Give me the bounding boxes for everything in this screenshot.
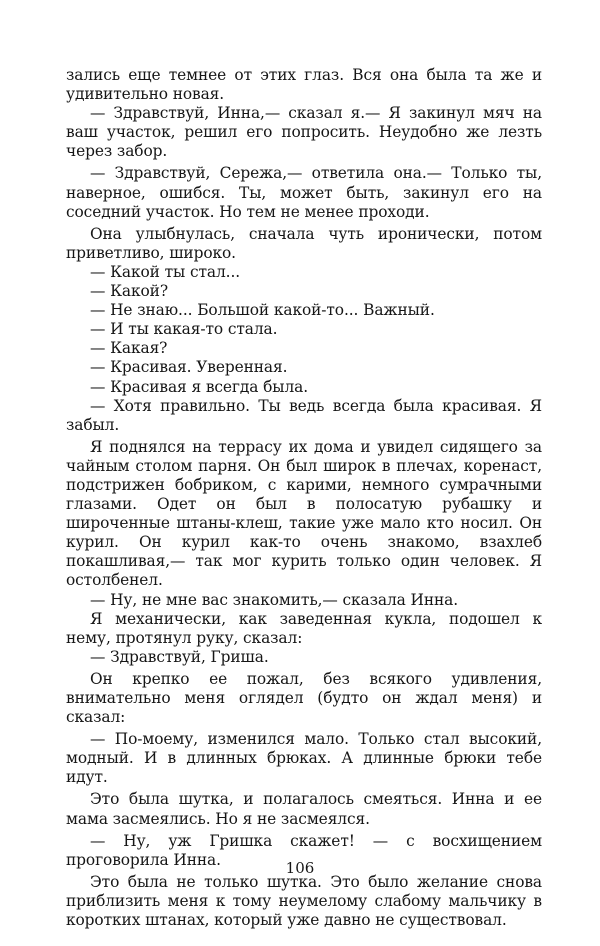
paragraph-16: — Здравствуй, Гриша.: [90, 647, 269, 666]
paragraph-10: — Красивая. Уверенная.: [90, 358, 288, 377]
paragraph-5: — Какой ты стал...: [90, 262, 241, 281]
paragraph-12: — Хотя правильно. Ты ведь всегда была красивая. Я забыл.: [66, 396, 542, 434]
paragraph-19: Это была шутка, и полагалось смеяться. Инна и ее мама засмеялись. Но я не засмеялся.: [66, 790, 542, 828]
page-number: 106: [285, 859, 315, 877]
paragraph-9: — Какая?: [90, 339, 168, 358]
paragraph-17: Он крепко ее пожал, без всякого удивления, внимательно меня оглядел (будто он ждал меня) и сказал:: [66, 669, 542, 727]
paragraph-2: — Здравствуй, Инна,— сказал я.— Я закинул мяч на ваш участок, решил его попросить. Неудобно же лезть через забор.: [66, 104, 542, 161]
paragraph-20: — Ну, уж Гришка скажет! — с восхищением проговорила Инна.: [66, 831, 542, 869]
paragraph-6: — Какой?: [90, 282, 168, 301]
paragraph-8: — И ты какая-то стала.: [90, 320, 278, 339]
paragraph-14: — Ну, не мне вас знакомить,— сказала Инна.: [90, 590, 459, 609]
paragraph-1: зались еще темнее от этих глаз. Вся она была та же и удивительно новая.: [66, 66, 542, 104]
paragraph-11: — Красивая я всегда была.: [90, 377, 309, 396]
paragraph-4: Она улыбнулась, сначала чуть иронически, потом приветливо, широко.: [66, 224, 542, 262]
page-body: [66, 66, 542, 930]
paragraph-13: Я поднялся на террасу их дома и увидел сидящего за чайным столом парня. Он был широк в плечах, коренаст, подстрижен бобриком, с карими, немного сумрачными глазами. Одет он был в полосатую рубашку и широченные штаны-клеш, такие уже мало кто носил. Он курил. Он курил как-то очень знакомо, взахлеб покашливая,— так мог курить только один человек. Я остолбенел.: [66, 437, 542, 590]
paragraph-18: — По-моему, изменился мало. Только стал высокий, модный. И в длинных брюках. А длинные брюки тебе идут.: [66, 730, 542, 787]
paragraph-3: — Здравствуй, Сережа,— ответила она.— Только ты, наверное, ошибся. Ты, может быть, закинул его на соседний участок. Но тем не менее проходи.: [66, 164, 542, 221]
paragraph-15: Я механически, как заведенная кукла, подошел к нему, протянул руку, сказал:: [66, 609, 542, 647]
paragraph-21: Это была не только шутка. Это было желание снова приблизить меня к тому неумелому слабому мальчику в коротких штанах, который уже давно не существовал.: [66, 872, 542, 930]
paragraph-7: — Не знаю... Большой какой-то... Важный.: [90, 301, 435, 320]
